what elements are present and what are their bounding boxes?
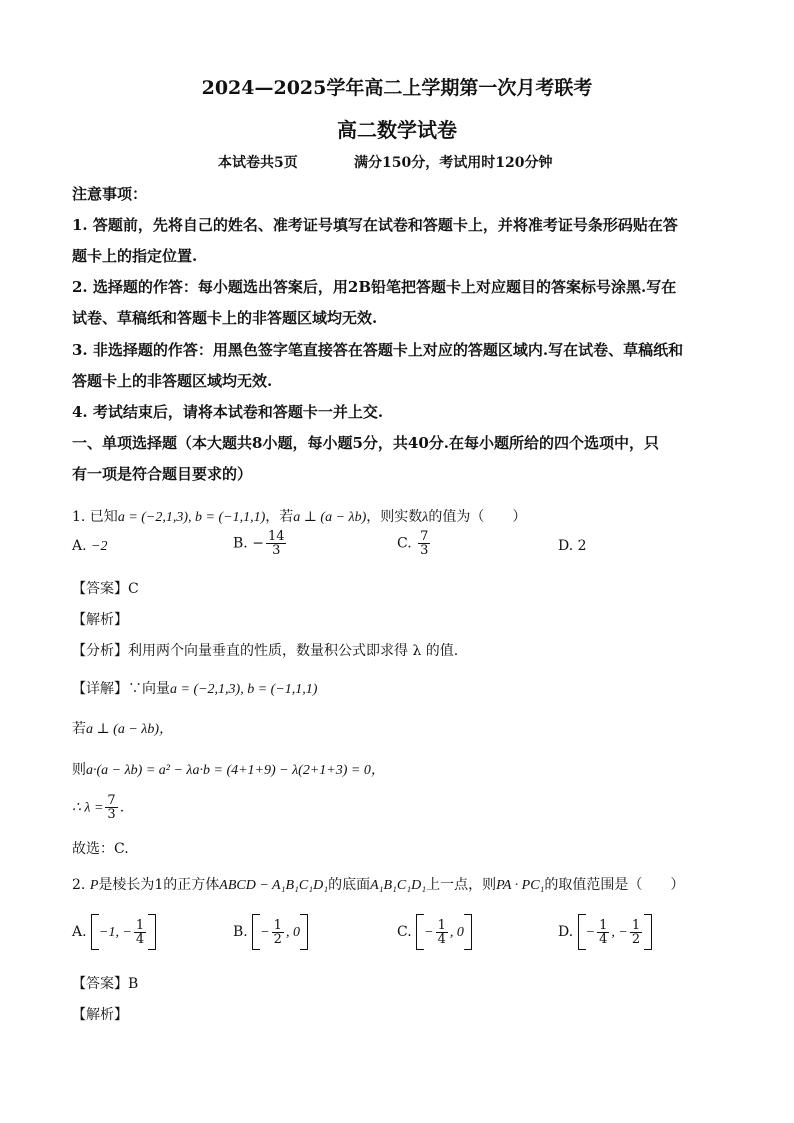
q2-option-b (233, 914, 308, 950)
q1-prefix: 1. 已知 (72, 509, 118, 525)
q2-option-b-left: − (260, 925, 270, 940)
q1-end: 的值为（ ） (428, 509, 527, 525)
q1-stem (72, 506, 526, 526)
q2-face: A₁B₁C₁D₁ (370, 878, 427, 893)
q2-text5: 的取值范围是（ ） (544, 877, 685, 893)
q2-prefix: 2. (72, 877, 86, 893)
q2-option-a-left: −1, − (99, 925, 132, 940)
q2-option-b-label: B. (233, 924, 248, 940)
q1-option-a (72, 538, 107, 555)
q2-option-c-right: , 0 (449, 925, 464, 940)
q1-analysis: 【解析】 (72, 612, 128, 628)
q2-option-a-den: 4 (135, 931, 145, 947)
q2-option-c-label: C. (397, 924, 412, 940)
q1-lambda: λ (422, 510, 429, 525)
q1-answer: 【答案】C (72, 581, 139, 597)
q2-option-c (397, 914, 472, 950)
q2-option-d-num2: 1 (631, 917, 641, 933)
q1-step2-prefix: 若 (72, 721, 86, 737)
q2-text4: 上一点，则 (426, 877, 497, 893)
q1-step4-fraction (105, 794, 117, 821)
q2-option-b-right: , 0 (285, 925, 300, 940)
q1-option-b-fraction (266, 530, 287, 557)
q1-option-b-den: 3 (272, 543, 281, 558)
q1-mid: ，若 (265, 509, 294, 525)
q2-option-d-fraction-2 (630, 919, 642, 946)
q1-detail-prefix: 【详解】 (72, 681, 128, 697)
q1-fenxi: 【分析】利用两个向量垂直的性质，数量积公式即求得 λ 的值. (72, 643, 459, 659)
q2-option-a-fraction (134, 919, 146, 946)
q1-step4-prefix: ∴ λ = (72, 800, 104, 816)
section1-line2: 有一项是符合题目要求的） (72, 465, 253, 483)
exam-subtitle: 高二数学试卷 (337, 118, 457, 142)
notice-line-3: 2. 选择题的作答：每小题选出答案后，用2B铅笔把答题卡上对应题目的答案标号涂黑.写在 (72, 278, 677, 296)
q1-condition: a ⊥ (a − λb) (293, 510, 367, 525)
q2-option-c-left: − (424, 925, 434, 940)
q1-step3-expr: a·(a − λb) = a² − λa·b = (4+1+9) − λ(2+1+3) = 0， (86, 763, 385, 778)
q2-text3: 的底面 (328, 877, 371, 893)
q2-text2: 是棱长为1的正方体 (98, 877, 220, 893)
notice-line-7: 4. 考试结束后，请将本试卷和答题卡一并上交. (72, 403, 384, 421)
bracket-left-icon (416, 914, 424, 950)
q2-option-d-den2: 2 (631, 931, 641, 947)
q1-option-c-label: C. (397, 535, 412, 552)
q2-option-c-den: 4 (437, 931, 446, 947)
q1-step2-expr: a ⊥ (a − λb)， (86, 722, 174, 737)
q2-answer: 【答案】B (72, 976, 139, 992)
q1-suffix: ，则实数 (366, 509, 423, 525)
bracket-right-icon (148, 914, 156, 950)
q1-option-b-sign: − (252, 535, 264, 552)
q1-option-d: D. 2 (558, 538, 587, 554)
bracket-right-icon (644, 914, 652, 950)
q2-option-d-label: D. (558, 924, 574, 940)
q1-option-c (397, 530, 432, 557)
q1-vectors: a = (−2,1,3), b = (−1,1,1) (117, 510, 266, 525)
q2-stem (72, 874, 684, 894)
q2-cube: ABCD − A₁B₁C₁D₁ (219, 878, 329, 893)
notice-line-5: 3. 非选择题的作答：用黑色签字笔直接答在答题卡上对应的答题区域内.写在试卷、草稿纸和 (72, 341, 684, 359)
q2-option-d-mid: , − (611, 925, 628, 940)
q1-option-b (233, 530, 288, 557)
q2-option-b-den: 2 (273, 931, 282, 947)
q2-option-d-den1: 4 (599, 931, 608, 947)
q2-option-d (558, 914, 652, 950)
q2-option-d-left: − (585, 925, 596, 940)
q2-option-a-label: A. (72, 924, 87, 940)
section1-line1: 一、单项选择题（本大题共8小题，每小题5分，共40分.在每小题所给的四个选项中，只 (72, 434, 659, 452)
q2-option-d-fraction-1 (597, 919, 609, 946)
q1-detail (72, 678, 317, 698)
q2-option-b-num: 1 (273, 917, 282, 933)
bracket-left-icon (91, 914, 99, 950)
notice-line-6: 答题卡上的非答题区域均无效. (72, 372, 273, 390)
q1-option-c-den: 3 (420, 543, 429, 558)
q1-detail-because: ∵向量 (128, 681, 170, 697)
bracket-right-icon (464, 914, 472, 950)
q1-option-b-num: 14 (267, 529, 285, 544)
info-pages: 本试卷共5页 (218, 155, 298, 171)
q2-option-c-num: 1 (437, 917, 446, 933)
info-score: 满分150分，考试用时120分钟 (354, 155, 553, 171)
q1-step2 (72, 718, 173, 738)
q1-choice: 故选：C. (72, 841, 129, 857)
q1-option-c-fraction (418, 530, 430, 557)
bracket-left-icon (578, 914, 586, 950)
q1-option-c-num: 7 (420, 529, 429, 544)
q2-option-d-num1: 1 (599, 917, 608, 933)
notice-line-4: 试卷、草稿纸和答题卡上的非答题区域均无效. (72, 309, 378, 327)
q1-step3 (72, 759, 385, 779)
exam-title: 2024—2025学年高二上学期第一次月考联考 (201, 77, 593, 99)
q1-option-a-value: −2 (91, 539, 108, 554)
q1-option-a-label: A. (72, 538, 87, 554)
q2-option-a-num: 1 (135, 917, 145, 933)
notice-line-1: 1. 答题前，先将自己的姓名、准考证号填写在试卷和答题卡上，并将准考证号条形码贴在答 (72, 216, 678, 234)
q1-step4-end: . (119, 799, 125, 816)
bracket-left-icon (252, 914, 260, 950)
q2-option-c-fraction (436, 919, 448, 946)
q2-expr: PA · PC₁ (496, 878, 545, 893)
q1-step4-den: 3 (107, 807, 116, 822)
q2-option-a (72, 914, 156, 950)
q1-option-b-label: B. (233, 535, 248, 552)
q1-step4 (72, 794, 124, 821)
notice-heading: 注意事项： (72, 185, 148, 203)
q1-detail-vectors: a = (−2,1,3), b = (−1,1,1) (170, 682, 318, 697)
q1-step3-prefix: 则 (72, 762, 86, 778)
q2-point: P (89, 878, 99, 893)
q2-option-b-fraction (272, 919, 284, 946)
notice-line-2: 题卡上的指定位置. (72, 247, 198, 265)
q2-analysis: 【解析】 (72, 1007, 128, 1023)
bracket-right-icon (300, 914, 308, 950)
q1-step4-num: 7 (107, 793, 116, 808)
